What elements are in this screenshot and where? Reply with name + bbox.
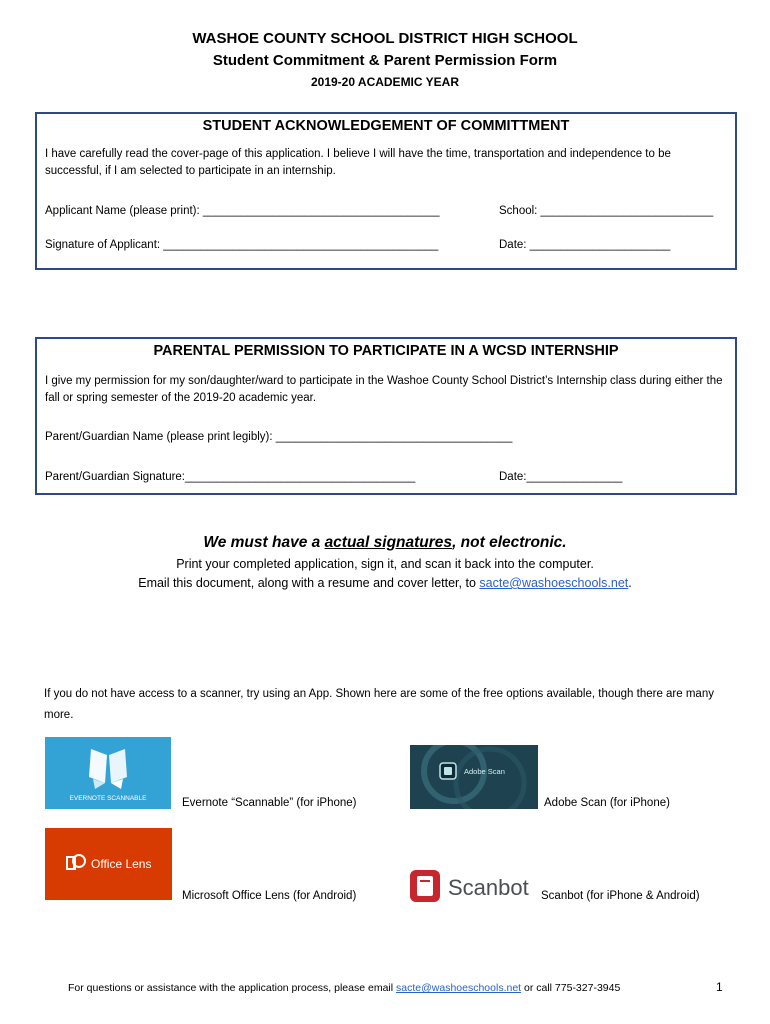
scanbot-logo-text: Scanbot	[448, 875, 529, 900]
email-instruction-text: Email this document, along with a resume and cover letter, to	[138, 576, 480, 590]
academic-year: 2019-20 ACADEMIC YEAR	[310, 75, 460, 89]
scanner-app-note: If you do not have access to a scanner, try using an App. Shown here are some of the free options available, though there are many more.	[44, 688, 714, 721]
student-section-title: STUDENT ACKNOWLEDGEMENT OF COMMITTMENT	[202, 118, 570, 134]
scanbot-logo	[408, 866, 538, 906]
student-date-field[interactable]: Date: ______________________	[499, 239, 671, 251]
guardian-signature-field[interactable]: Parent/Guardian Signature:____________________________________	[45, 471, 416, 483]
student-section-paragraph: I have carefully read the cover-page of this application. I believe I will have the time, transportation and independence to be successful, if I am selected to participate in an internship.	[45, 148, 671, 177]
parental-permission-section	[35, 337, 737, 495]
scanbot-icon	[408, 866, 538, 906]
student-acknowledgement-section	[35, 112, 737, 270]
notice-emphasis: actual signatures	[324, 534, 453, 551]
adobe-scan-caption: Adobe Scan (for iPhone)	[544, 797, 670, 809]
office-lens-icon	[45, 828, 172, 900]
footer-contact	[68, 982, 620, 994]
footer-email-link[interactable]: sacte@washoeschools.net	[396, 982, 522, 994]
parent-section-paragraph: I give my permission for my son/daughter/ward to participate in the Washoe County School District’s Internship class during either the fall or spring semester of the 2019-20 academic year.	[45, 375, 723, 404]
guardian-name-field[interactable]: Parent/Guardian Name (please print legibly): _____________________________________	[45, 431, 513, 443]
office-lens-caption: Microsoft Office Lens (for Android)	[182, 890, 357, 902]
applicant-name-field[interactable]: Applicant Name (please print): _____________________________________	[45, 205, 440, 217]
print-instruction: Print your completed application, sign it, and scan it back into the computer.	[176, 557, 594, 571]
email-instruction-end: .	[628, 576, 632, 590]
evernote-logo-text: EVERNOTE SCANNABLE	[69, 795, 147, 802]
adobe-scan-icon	[410, 745, 538, 809]
adobe-logo-text: Adobe Scan	[464, 767, 505, 776]
form-title: Student Commitment & Parent Permission Form	[212, 52, 558, 69]
notice-part3: , not electronic.	[452, 534, 567, 551]
office-lens-logo-text: Office Lens	[91, 857, 152, 871]
notice-part1: We must have a	[203, 534, 325, 551]
office-lens-logo	[45, 828, 172, 900]
evernote-caption: Evernote “Scannable” (for iPhone)	[182, 797, 357, 809]
adobe-scan-logo	[410, 745, 538, 809]
applicant-signature-field[interactable]: Signature of Applicant: ___________________________________________	[45, 239, 439, 251]
footer-phone: or call 775-327-3945	[521, 982, 621, 994]
signature-notice	[0, 534, 770, 552]
submission-email-link[interactable]: sacte@washoeschools.net	[479, 576, 629, 590]
evernote-butterfly-icon	[45, 737, 171, 809]
footer-text: For questions or assistance with the application process, please email	[68, 982, 397, 994]
email-instruction	[0, 576, 770, 590]
evernote-scannable-logo	[45, 737, 171, 809]
scanbot-caption: Scanbot (for iPhone & Android)	[541, 890, 700, 902]
page-number: 1	[716, 980, 723, 994]
district-title: WASHOE COUNTY SCHOOL DISTRICT HIGH SCHOOL	[192, 30, 578, 47]
school-field[interactable]: School: ___________________________	[499, 205, 714, 217]
parent-section-title: PARENTAL PERMISSION TO PARTICIPATE IN A WCSD INTERNSHIP	[153, 343, 619, 359]
parent-date-field[interactable]: Date:_______________	[499, 471, 623, 483]
